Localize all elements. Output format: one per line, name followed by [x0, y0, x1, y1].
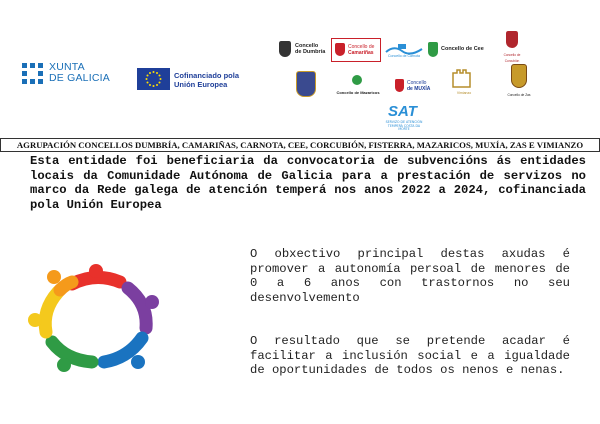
corcubion-text: Concello de Corcubión [503, 53, 521, 63]
concello-vimianzo-logo [450, 67, 478, 97]
camarinas-line1: Concello de [348, 44, 375, 50]
concello-fisterra-logo [292, 69, 318, 99]
sat-logo [384, 103, 424, 129]
community-circle-icon [24, 262, 169, 372]
concello-corcubion-logo [496, 31, 528, 61]
cee-shield-icon [428, 42, 438, 57]
concello-cee-logo [428, 40, 488, 60]
carnota-text: Concello de Carnota [388, 54, 420, 58]
dumbria-line1: Concello [295, 43, 319, 49]
xunta-logo-line2: DE GALICIA [49, 72, 110, 84]
camarinas-shield-icon [335, 43, 345, 56]
muxia-line1: Concello [407, 80, 427, 86]
agrupacion-banner: AGRUPACIÓN CONCELLOS DUMBRÍA, CAMARIÑAS, CARNOTA, CEE, CORCUBIÓN, FISTERRA, MAZARICOS, MUXÍA, ZAS E VIMIANZO [0, 138, 600, 152]
concello-muxia-logo [395, 78, 439, 98]
muxia-line2: de MUXÍA [407, 86, 431, 92]
sat-logo-subtext: SERVIZO DE ATENCIÓN TEMPERÁ COSTA DA MORTE [385, 120, 423, 131]
eu-logo-line2: Unión Europea [174, 80, 228, 89]
concello-dumbria-logo [279, 39, 329, 61]
concello-camarinas-logo [331, 38, 381, 62]
xunta-de-galicia-logo [22, 62, 132, 86]
eu-logo-line1: Cofinanciado pola [174, 71, 240, 80]
camarinas-line2: Camariñas [348, 50, 374, 56]
sat-logo-text: SAT [388, 103, 417, 120]
mazaricos-text: Concello de Mazaricos [336, 90, 380, 95]
intro-text: Esta entidade foi beneficiaria da convocatoria de subvencións ás entidades locais da Comunidade Autónoma de Galicia para a prestación de servizos no marco da Rede galega de atención temperá nos anos 2022 a 2024, cofinanciada pola Unión Europea [30, 154, 586, 212]
vimianzo-castle-icon [450, 67, 478, 89]
zas-text: Concello de Zas [507, 93, 531, 97]
eu-cofinanced-logo [137, 68, 272, 94]
xunta-grid-icon [22, 63, 43, 84]
muxia-shield-icon [395, 79, 404, 92]
zas-shield-icon [511, 64, 527, 88]
result-paragraph: O resultado que se pretende acadar é facilitar a inclusión social e a igualdade de oportunidades de todos os nenos e nenas. [250, 334, 570, 378]
vimianzo-text: Vimianzo [456, 91, 472, 95]
concello-carnota-logo [384, 40, 424, 60]
dumbria-shield-icon [279, 41, 291, 57]
concello-zas-logo [502, 64, 536, 100]
fisterra-shield-icon [296, 71, 316, 97]
concello-mazaricos-logo [336, 74, 380, 98]
dumbria-line2: de Dumbría [295, 49, 326, 55]
xunta-logo-line1: XUNTA [49, 61, 85, 73]
eu-flag-icon [137, 68, 170, 90]
mazaricos-leaf-icon [352, 75, 362, 85]
corcubion-shield-icon [506, 31, 518, 48]
objective-paragraph: O obxectivo principal destas axudas é promover a autonomía persoal de menores de 0 a 6 anos con trastornos no seu desenvolvemento [250, 247, 570, 305]
cee-text: Concello de Cee [441, 46, 484, 52]
